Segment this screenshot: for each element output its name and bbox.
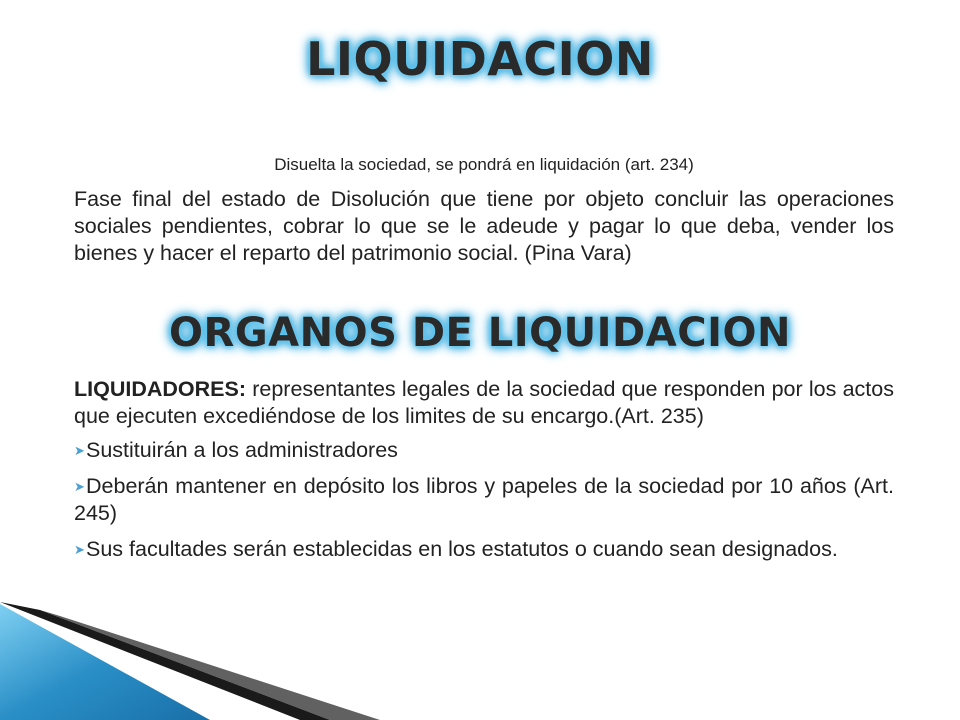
arrow-bullet-icon: ➤ [74,443,85,458]
list-item [74,536,894,563]
section-title: ORGANOS DE LIQUIDACION [169,310,791,356]
intro-text: Disuelta la sociedad, se pondrá en liquidación (art. 234) [274,155,694,174]
liquidadores-text: representantes legales de la sociedad que responden por los actos que ejecuten excediéndose de los limites de su encargo.(Art. 235) [74,377,894,428]
arrow-bullet-icon: ➤ [74,479,85,494]
list-item [74,473,894,527]
decorative-swoosh [0,590,960,720]
arrow-bullet-icon: ➤ [74,542,85,557]
list-item [74,437,894,464]
bullet-text: Sus facultades serán establecidas en los estatutos o cuando sean designados. [86,537,838,561]
definition-paragraph: Fase final del estado de Disolución que tiene por objeto concluir las operaciones sociales pendientes, cobrar lo que se le adeude y pagar lo que deba, vender los bienes y hacer el reparto del patrimonio social. (Pina Vara) [74,187,894,265]
page-title: LIQUIDACION [306,32,654,86]
bullet-text: Sustituirán a los administradores [86,438,398,462]
liquidadores-term: LIQUIDADORES: [74,377,246,401]
liquidadores-paragraph [74,376,894,430]
bullet-text: Deberán mantener en depósito los libros y papeles de la sociedad por 10 años (Art. 245) [74,474,894,525]
